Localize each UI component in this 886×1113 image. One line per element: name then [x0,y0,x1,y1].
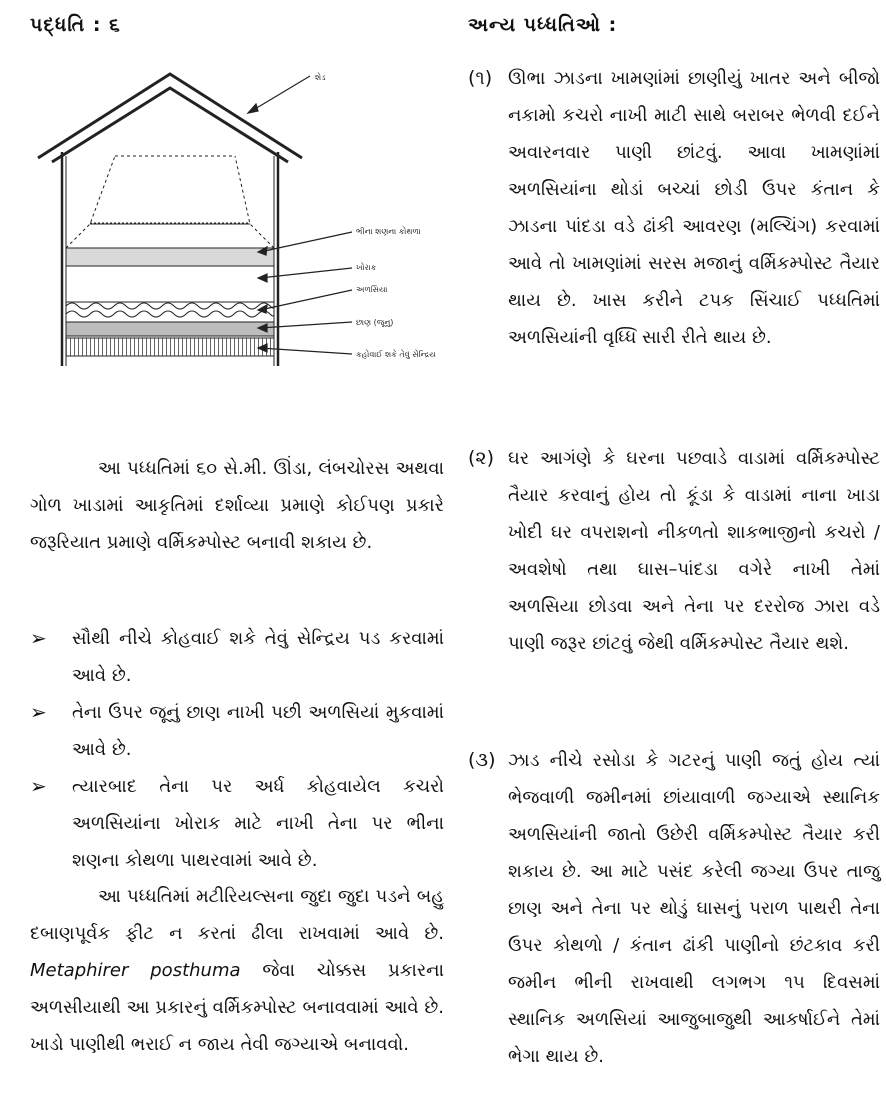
label-dung: છાણ (જૂનુ) [356,318,394,327]
closing-text-after: જેવા ચોક્કસ પ્રકારના અળસીયાથી આ પ્રકારનું વર્મિકમ્પોસ્ટ બનાવવામાં આવે છે. ખાડો પાણીથી ભરાઈ ન જાય તેવી જગ્યાએ બનાવવો. [30,960,444,1055]
label-organic-layer: કહોવાઈ શકે તેવું સેન્દ્રિય [356,350,436,359]
arrow-bullet-icon: ➢ [30,774,47,798]
label-arrows [248,76,352,354]
vermicompost-pit-diagram [30,66,450,386]
food-layer [66,266,274,302]
bullet-text: તેના ઉપર જૂનું છાણ નાખી પછી અળસિયાં મુકવામાં આવે છે. [72,702,444,760]
item-number: (૧) [468,67,493,89]
species-name: Metaphirer posthuma [30,960,241,981]
bullet-text: સૌથી નીચે કોહવાઈ શકે તેવું સેન્દ્રિય પડ કરવામાં આવે છે. [72,628,444,686]
dung-layer [66,322,274,336]
label-shed: શેડ [315,73,326,82]
other-methods-heading: અન્ય પધ્ધતિઓ : [468,14,618,36]
shed-roof [38,74,302,162]
worm-layer [66,303,274,317]
label-worms: અળસિયા [356,285,388,294]
item-text: ઝાડ નીચે રસોડા કે ગટરનું પાણી જતું હોય ત્યાં ભેજવાળી જમીનમાં છાંયાવાળી જગ્યાએ સ્થાનિક અળસિયાંની જાતો ઉછેરી વર્મિકમ્પોસ્ટ તૈયાર કરી શકાય છે. આ માટે પસંદ કરેલી જગ્યા ઉપર તાજુ છાણ અને તેના પર થોડું ઘાસનું પરાળ પાથરી તેના ઉપર કોથળો / કંતાન ઢાંકી પાણીનો છંટકાવ કરી જમીન ભીની રાખવાથી લગભગ ૧૫ દિવસમાં સ્થાનિક અળસિયાં આજુબાજુથી આકર્ષાઈને તેમાં ભેગા થાય છે. [508,750,880,1067]
arrow-bullet-icon: ➢ [30,700,47,724]
closing-paragraph [30,878,444,1063]
item-number: (૩) [468,749,496,771]
label-food: ખોરાક [356,263,377,272]
method-heading: પદ્ધતિ : ૬ [30,14,121,36]
label-wet-sack: ભીના શણના કોથળા [356,227,421,236]
bullet-text: ત્યારબાદ તેના પર અર્ધ કોહવાયેલ કચરો અળસિયાંના ખોરાક માટે નાખી તેના પર ભીના શણના કોથળા પાથરવામાં આવે છે. [72,776,444,871]
item-text: ઘર આગંણે કે ઘરના પછવાડે વાડામાં વર્મિકમ્પોસ્ટ તૈયાર કરવાનું હોય તો કૂંડા કે વાડામાં નાના ખાડા ખોદી ઘર વપરાશનો નીકળતો શાકભાજીનો કચરો / અવશેષો તથા ઘાસ–પાંદડા વગેરે નાખી તેમાં અળસિયા છોડવા અને તેના પર દરરોજ ઝારા વડે પાણી જરૂર છાંટવું જેથી વર્મિકમ્પોસ્ટ તૈયાર થશે. [508,448,880,654]
intro-paragraph: આ પધ્ધતિમાં ૬૦ સે.મી. ઊંડા, લંબચોરસ અથવા ગોળ ખાડામાં આકૃતિમાં દર્શાવ્યા પ્રમાણે કોઈપણ પ્રકારે જરૂરિયાત પ્રમાણે વર્મિકમ્પોસ્ટ બનાવી શકાય છે. [30,458,444,553]
arrow-bullet-icon: ➢ [30,626,47,650]
organic-layer [66,338,274,356]
item-number: (૨) [468,447,494,469]
wet-sack-layer [66,248,274,266]
item-text: ઊભા ઝાડના ખામણાંમાં છાણીયું ખાતર અને બીજો નકામો કચરો નાખી માટી સાથે બરાબર ભેળવી દઈને અવારનવાર પાણી છાંટવું. આવા ખામણાંમાં અળસિયાંના થોડાં બચ્ચાં છોડી ઉપર કંતાન કે ઝાડના પાંદડા વડે ઢાંકી આવરણ (મલ્ચિંગ) કરવામાં આવે તો ખામણાંમાં સરસ મજાનું વર્મિકમ્પોસ્ટ તૈયાર થાય છે. ખાસ કરીને ટપક સિંચાઈ પધ્ધતિમાં અળસિયાંની વૃધ્ધિ સારી રીતે થાય છે. [508,68,880,348]
closing-text-before: આ પધ્ધતિમાં મટીરિયલ્સના જુદા જુદા પડને બહુ દબાણપૂર્વક ફીટ ન કરતાં ઢીલા રાખવામાં આવે છે. [30,886,444,944]
